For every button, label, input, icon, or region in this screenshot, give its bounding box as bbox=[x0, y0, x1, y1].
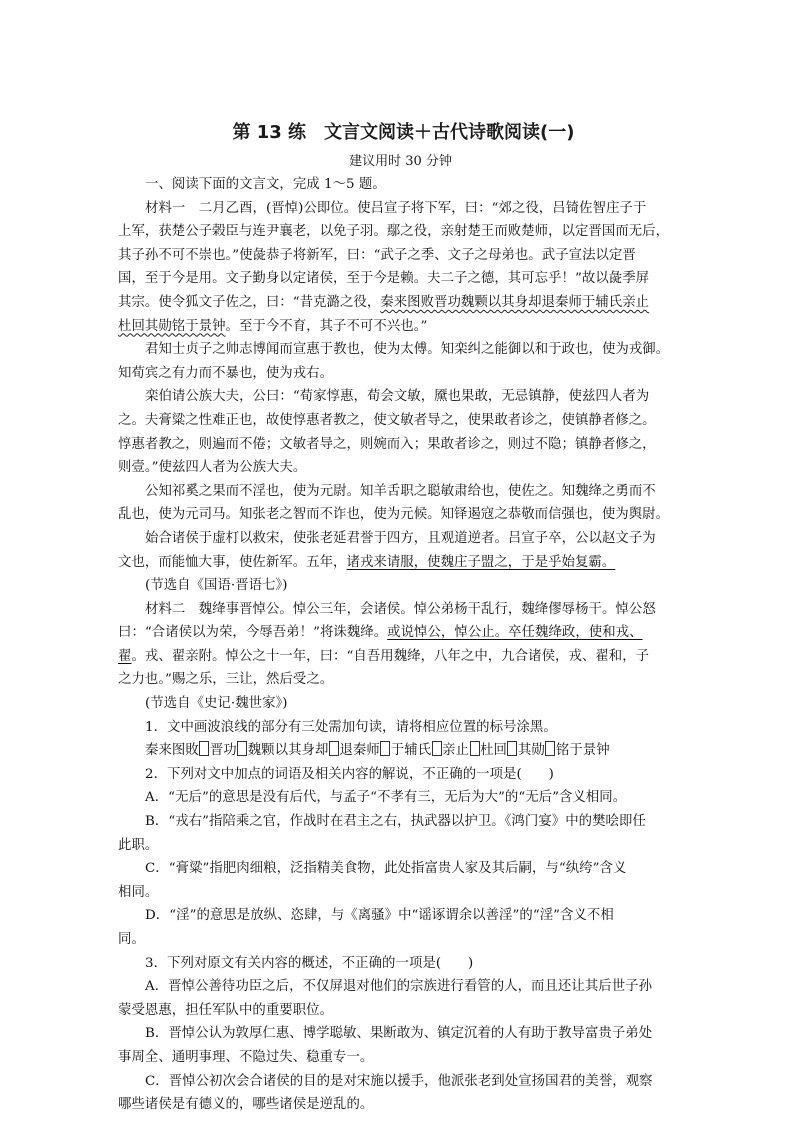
answer-box[interactable] bbox=[199, 741, 209, 756]
text-line bbox=[118, 385, 683, 409]
line-text: (节选自《国语·晋语七》) bbox=[145, 578, 288, 594]
text-line bbox=[118, 362, 683, 386]
answer-box[interactable] bbox=[432, 741, 442, 756]
time-suggestion: 建议用时 30 分钟 bbox=[349, 154, 452, 169]
line-text: C．“膏粱”指肥肉细粮，泛指精美食物，此处指富贵人家及其后嗣，与“纨绔”含义 bbox=[145, 861, 627, 877]
text-line bbox=[118, 834, 683, 858]
text-line bbox=[118, 621, 683, 645]
text-line bbox=[118, 739, 683, 763]
text-line bbox=[118, 574, 683, 598]
line-text: 上军，获楚公子榖臣与连尹襄老，以免子羽。鄢之役，亲射楚王而败楚师，以定晋国而无后， bbox=[118, 224, 670, 240]
line-text: 栾伯请公族大夫，公曰：“荀家惇惠，荀会文敏，黡也果敢，无忌镇静，使兹四人者为 bbox=[145, 389, 650, 405]
line-text: 其子孙不可不崇也。”使彘恭子将新军，曰：“武子之季、文子之母弟也。武子宣法以定晋 bbox=[118, 247, 636, 263]
text-line bbox=[118, 409, 683, 433]
page-title: 第 13 练 文言文阅读＋古代诗歌阅读(一) bbox=[232, 122, 575, 143]
line-text: 公知祁奚之果而不淫也，使为元尉。知羊舌职之聪敏肃给也，使佐之。知魏绛之勇而不 bbox=[145, 483, 656, 499]
line-text: 国，至于今是用。文子勤身以定诸侯，至于今是赖。夫二子之德，其可忘乎！”故以彘季屏 bbox=[118, 271, 650, 287]
line-text: 文也，而能恤大事，使佐新军。五年， bbox=[118, 554, 347, 570]
text-line bbox=[118, 315, 683, 339]
line-text: 3．下列对原文有关内容的概述，不正确的一项是( ) bbox=[145, 955, 474, 971]
line-text: 则壹。”使兹四人者为公族大夫。 bbox=[118, 460, 307, 476]
text-line bbox=[118, 433, 683, 457]
punctuation-option-line: 秦来图敗 晋功 魏颗以其身却 退秦师 于辅氏 亲止 杜回 其勋 铭于景钟 bbox=[145, 743, 610, 759]
line-text: 其宗。使令狐文子佐之，曰：“昔克潞之役， bbox=[118, 294, 381, 310]
line-text: 君知士贞子之帅志博闻而宣惠于教也，使为太傅。知栾纠之能御以和于政也，使为戎御。 bbox=[145, 342, 670, 358]
text-line bbox=[118, 904, 683, 928]
underlined-text: 或说悼公，悼公止。卒任魏绛政，使和戎、 bbox=[387, 625, 643, 641]
text-line bbox=[118, 1022, 683, 1046]
text-line bbox=[118, 881, 683, 905]
line-text: 材料一 二月乙酉，(晋悼)公即位。使吕宣子将下军，曰：“郊之役，吕锜佐智庄子于 bbox=[145, 200, 647, 216]
line-text: 2．下列对文中加点的词语及相关内容的解说，不正确的一项是( ) bbox=[145, 766, 554, 782]
line-text: 1．文中画波浪线的部分有三处需加句读，请将相应位置的标号涂黑。 bbox=[145, 719, 557, 735]
text-line bbox=[118, 338, 683, 362]
text-line bbox=[118, 551, 683, 575]
text-line bbox=[118, 1046, 683, 1070]
line-text: A．“无后”的意思是没有后代，与孟子“不孝有三，无后为大”的“无后”含义相同。 bbox=[145, 790, 627, 806]
line-text: B．“戎右”指陪乘之官，作战时在君主之右，执武器以护卫。《鸿门宴》中的樊哙即任 bbox=[145, 814, 646, 830]
answer-box[interactable] bbox=[237, 741, 247, 756]
answer-box[interactable] bbox=[470, 741, 480, 756]
document-page bbox=[118, 118, 683, 1117]
line-text: 之。夫膏粱之性难正也，故使惇惠者教之，使文敏者导之，使果敢者诊之，使镇静者修之。 bbox=[118, 412, 656, 428]
line-text: 曰：“合诸侯以为荣，今辱吾弟！”将诛魏绛。 bbox=[118, 625, 388, 641]
line-text: C．晋悼公初次会合诸侯的目的是对宋施以援手，他派张老到处宣扬国君的美誉，观察 bbox=[145, 1073, 653, 1089]
text-line bbox=[118, 668, 683, 692]
answer-box[interactable] bbox=[329, 741, 339, 756]
underlined-text: 诸戎来请服，使魏庄子盟之，于是乎始复霸。 bbox=[346, 554, 616, 570]
text-line bbox=[118, 786, 683, 810]
text-line bbox=[118, 244, 683, 268]
line-text: 始合诸侯于虚朾以救宋，使张老延君誉于四方，且观道逆者。吕宣子卒，公以赵文子为 bbox=[145, 530, 656, 546]
text-line bbox=[118, 1093, 683, 1117]
line-text: D．“淫”的意思是放纵、恣肆，与《离骚》中“谣诼谓余以善淫”的“淫”含义不相 bbox=[145, 908, 614, 924]
line-text: 乱也，使为元司马。知张老之智而不诈也，使为元候。知铎遏寇之恭敬而信强也，使为舆尉。 bbox=[118, 507, 670, 523]
text-line bbox=[118, 480, 683, 504]
line-text: 之力也。”赐之乐，三让，然后受之。 bbox=[118, 672, 334, 688]
answer-box[interactable] bbox=[507, 741, 517, 756]
line-text: A．晋悼公善待功臣之后，不仅屏退对他们的宗族进行看管的人，而且还让其后世子孙 bbox=[145, 979, 653, 995]
text-line bbox=[118, 975, 683, 999]
line-text: 同。 bbox=[118, 932, 145, 947]
line-text: 事周全、通明事理、不隐过失、稳重专一。 bbox=[118, 1049, 374, 1065]
text-line bbox=[118, 197, 683, 221]
text-line bbox=[118, 527, 683, 551]
line-text: 一、阅读下面的文言文，完成 1～5 题。 bbox=[145, 177, 386, 192]
answer-box[interactable] bbox=[380, 741, 390, 756]
line-text: 材料二 魏绛事晋悼公。悼公三年，会诸侯。悼公弟杨干乱行，魏绛僇辱杨干。悼公怒 bbox=[145, 601, 656, 617]
line-text: 惇惠者教之，则遍而不倦；文敏者导之，则婉而入；果敢者诊之，则过不隐；镇静者修之， bbox=[118, 436, 656, 452]
underlined-text: 翟 bbox=[118, 648, 132, 664]
text-line bbox=[118, 857, 683, 881]
line-text: 蒙受恩惠，担任军队中的重要职位。 bbox=[118, 1002, 334, 1018]
line-text: 此职。 bbox=[118, 837, 159, 853]
line-text: 相同。 bbox=[118, 884, 159, 900]
text-line bbox=[118, 503, 683, 527]
text-line bbox=[118, 716, 683, 740]
wavy-underlined-text: 杜回其勋铭于景钟 bbox=[118, 318, 226, 334]
text-line bbox=[118, 1070, 683, 1094]
document-body bbox=[118, 173, 683, 1117]
text-line bbox=[118, 645, 683, 669]
text-line bbox=[118, 173, 683, 197]
text-line bbox=[118, 598, 683, 622]
text-line bbox=[118, 291, 683, 315]
wavy-underlined-text: 秦来图败晋功魏颗以其身却退秦师于辅氏亲止 bbox=[380, 294, 650, 310]
line-text: 知荀宾之有力而不暴也，使为戎右。 bbox=[118, 365, 334, 381]
text-line bbox=[118, 456, 683, 480]
line-text: (节选自《史记·魏世家》) bbox=[145, 696, 288, 712]
text-line bbox=[118, 810, 683, 834]
text-line bbox=[118, 220, 683, 244]
line-text: 。戎、翟亲附。悼公之十一年，曰：“自吾用魏绛，八年之中，九合诸侯，戎、翟和，子 bbox=[131, 648, 650, 664]
text-line bbox=[118, 267, 683, 291]
line-text: B．晋悼公认为敦厚仁惠、博学聪敏、果断敢为、镇定沉着的人有助于教导富贵子弟处 bbox=[145, 1026, 653, 1042]
text-line bbox=[118, 763, 683, 787]
answer-box[interactable] bbox=[545, 741, 555, 756]
text-line bbox=[118, 692, 683, 716]
line-text: 哪些诸侯是有德义的，哪些诸侯是逆乱的。 bbox=[118, 1097, 374, 1113]
text-line bbox=[118, 952, 683, 976]
line-text: 。至于今不育，其子不可不兴也。” bbox=[225, 318, 428, 334]
text-line bbox=[118, 999, 683, 1023]
text-line bbox=[118, 928, 683, 952]
